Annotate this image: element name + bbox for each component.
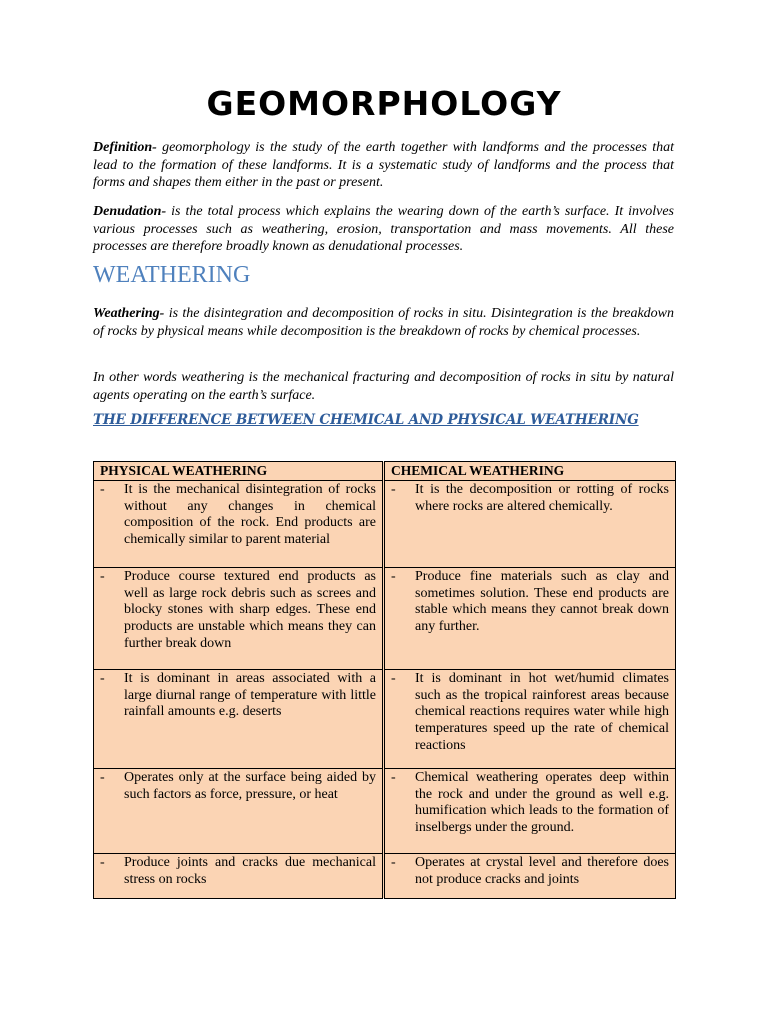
- physical-cell: [94, 768, 384, 853]
- denudation-text: is the total process which explains the wearing down of the earth’s surface. It involves various processes such as weathering, erosion, transportation and mass movements. All these processes are therefore broadly known as denudational processes.: [93, 204, 674, 254]
- chemical-text: Produce fine materials such as clay and sometimes solution. These end products are stable which means they cannot break down any further.: [415, 568, 669, 635]
- physical-cell: [94, 567, 384, 669]
- table-header-row: [94, 462, 676, 481]
- chemical-cell: [384, 669, 676, 768]
- table-row: [94, 853, 676, 898]
- table-row: [94, 567, 676, 669]
- table-row: [94, 669, 676, 768]
- chemical-text: It is dominant in hot wet/humid climates such as the tropical rainforest areas because chemical reactions requires water while high temperatures speed up the rate of chemical reactions: [415, 670, 669, 753]
- physical-text: Operates only at the surface being aided by such factors as force, pressure, or heat: [124, 769, 376, 802]
- bullet-dash: -: [100, 854, 105, 870]
- bullet-dash: -: [391, 670, 396, 686]
- weathering-text: is the disintegration and decomposition of rocks in situ. Disintegration is the breakdown of rocks by physical means while decomposition is the breakdown of rocks by chemical processes.: [93, 306, 674, 339]
- bullet-dash: -: [100, 769, 105, 785]
- weathering-heading: WEATHERING: [93, 262, 251, 288]
- in-other-words-paragraph: In other words weathering is the mechanical fracturing and decomposition of rocks in situ by natural agents operating on the earth’s surface.: [93, 370, 674, 403]
- chemical-text: Operates at crystal level and therefore does not produce cracks and joints: [415, 854, 669, 887]
- bullet-dash: -: [100, 670, 105, 686]
- denudation-term: Denudation-: [93, 204, 167, 219]
- physical-cell: [94, 480, 384, 567]
- definition-text: geomorphology is the study of the earth together with landforms and the processes that lead to the formation of these landforms. It is a systematic study of landforms and the process that forms and shapes them either in the past or present.: [93, 140, 674, 190]
- chemical-cell: [384, 567, 676, 669]
- physical-cell: [94, 853, 384, 898]
- table-row: [94, 480, 676, 567]
- physical-text: It is the mechanical disintegration of rocks without any changes in chemical composition of the rock. End products are chemically similar to parent material: [124, 481, 376, 548]
- physical-text: Produce joints and cracks due mechanical stress on rocks: [124, 854, 376, 887]
- bullet-dash: -: [391, 854, 396, 870]
- bullet-dash: -: [100, 568, 105, 584]
- comparison-table: [93, 461, 676, 899]
- difference-heading: THE DIFFERENCE BETWEEN CHEMICAL AND PHYSICAL WEATHERING: [93, 412, 639, 428]
- chemical-text: Chemical weathering operates deep within the rock and under the ground as well e.g. humification which leads to the formation of inselbergs under the ground.: [415, 769, 669, 836]
- definition-term: Definition-: [93, 140, 157, 155]
- chemical-cell: [384, 768, 676, 853]
- bullet-dash: -: [391, 481, 396, 497]
- chemical-cell: [384, 480, 676, 567]
- bullet-dash: -: [391, 568, 396, 584]
- bullet-dash: -: [100, 481, 105, 497]
- physical-cell: [94, 669, 384, 768]
- page-title: GEOMORPHOLOGY: [206, 84, 562, 123]
- weathering-term: Weathering-: [93, 306, 165, 321]
- weathering-paragraph: [93, 305, 674, 340]
- header-chemical: CHEMICAL WEATHERING: [384, 462, 676, 481]
- bullet-dash: -: [391, 769, 396, 785]
- chemical-text: It is the decomposition or rotting of rocks where rocks are altered chemically.: [415, 481, 669, 514]
- physical-text: It is dominant in areas associated with a large diurnal range of temperature with little rainfall amounts e.g. deserts: [124, 670, 376, 720]
- table-row: [94, 768, 676, 853]
- chemical-cell: [384, 853, 676, 898]
- definition-paragraph: [93, 139, 674, 192]
- physical-text: Produce course textured end products as well as large rock debris such as screes and blocky stones with sharp edges. These end products are unstable which means they can further break down: [124, 568, 376, 651]
- denudation-paragraph: [93, 203, 674, 256]
- header-physical: PHYSICAL WEATHERING: [94, 462, 384, 481]
